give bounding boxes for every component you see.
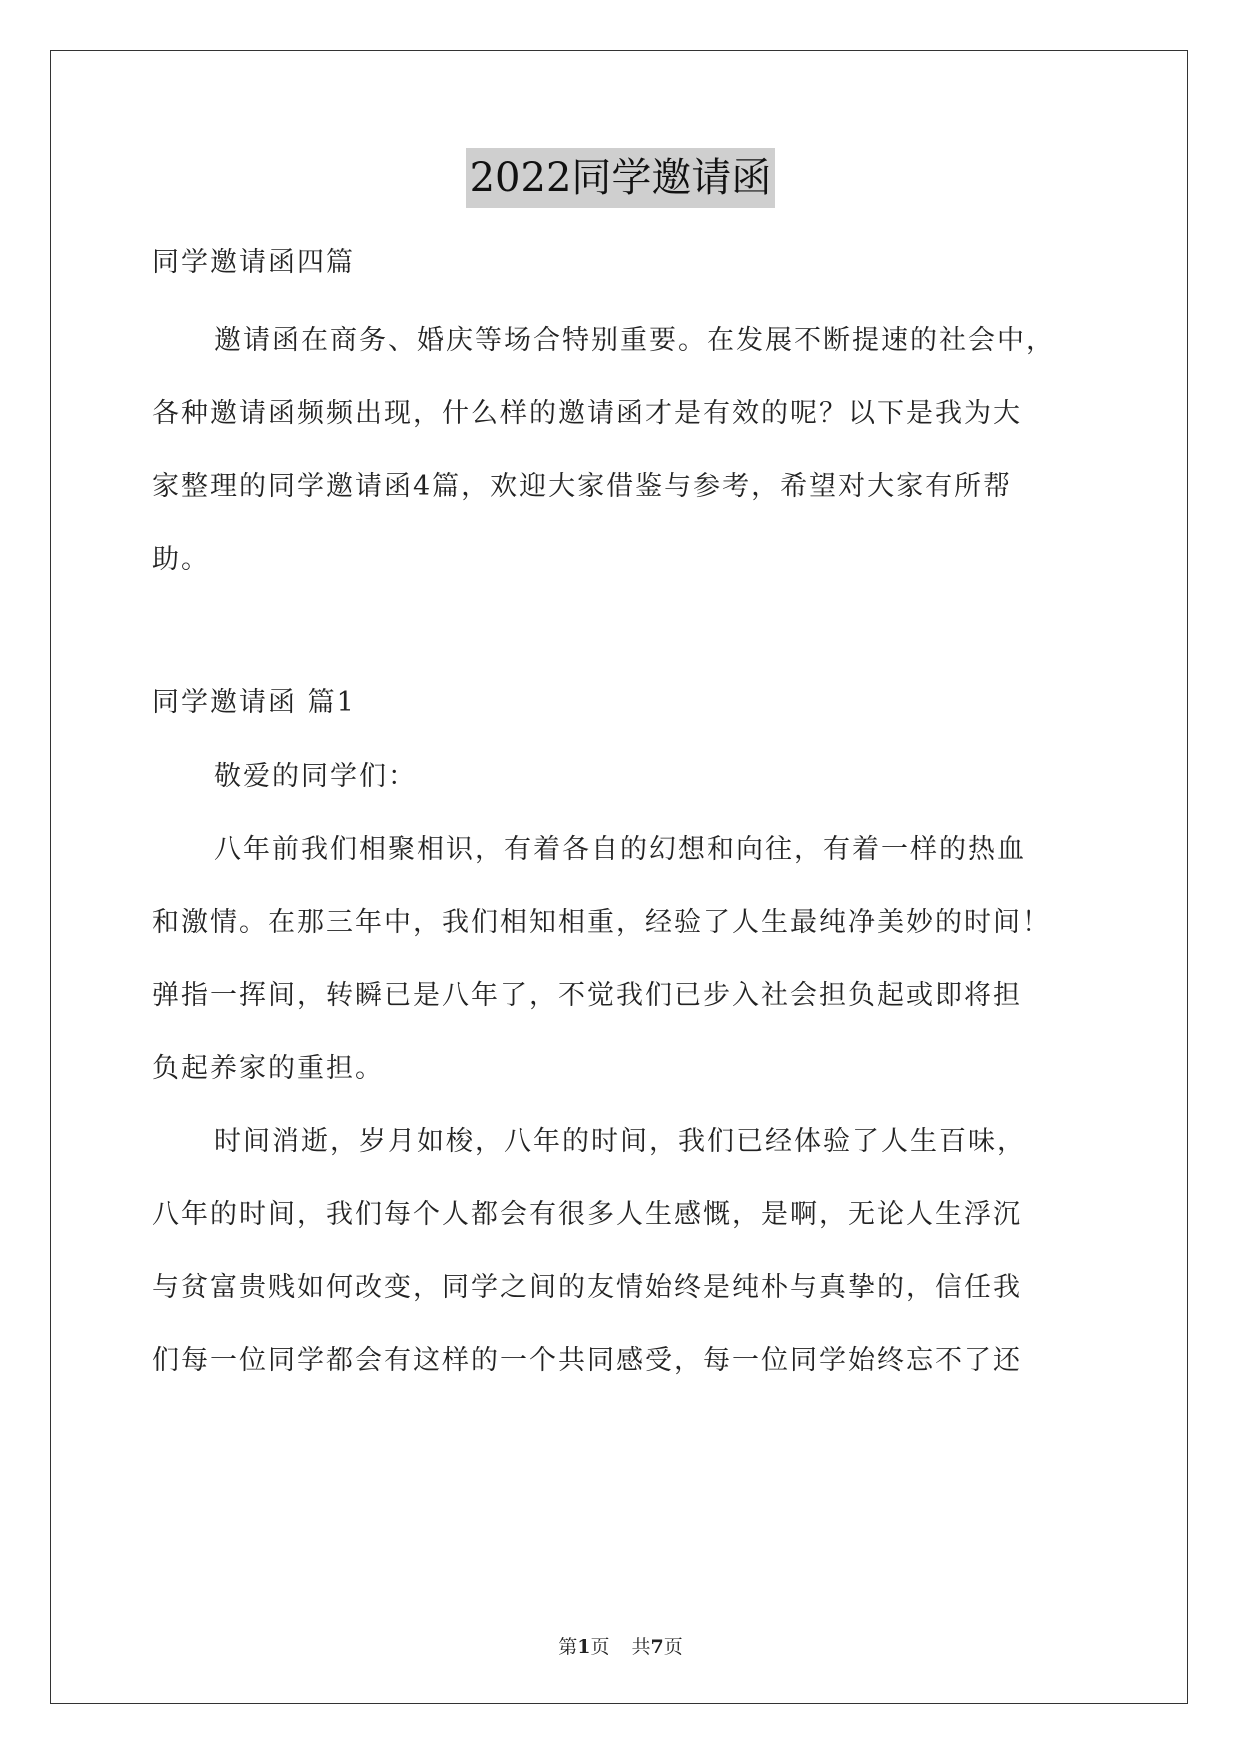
footer-total-number: 7: [650, 1636, 664, 1658]
paragraph-line: 八年前我们相聚相识，有着各自的幻想和向往，有着一样的热血: [214, 834, 1026, 865]
footer-page-prefix: 第: [558, 1636, 578, 1658]
intro-line: 家整理的同学邀请函4篇，欢迎大家借鉴与参考，希望对大家有所帮: [152, 471, 1013, 502]
intro-line: 邀请函在商务、婚庆等场合特别重要。在发展不断提速的社会中，: [214, 325, 1055, 356]
footer-page-number: 1: [577, 1636, 591, 1658]
paragraph-line: 们每一位同学都会有这样的一个共同感受，每一位同学始终忘不了还: [152, 1345, 1022, 1376]
paragraph-line: 与贫富贵贱如何改变，同学之间的友情始终是纯朴与真挚的，信任我: [152, 1272, 1022, 1303]
greeting: 敬爱的同学们：: [214, 761, 417, 792]
footer-total-prefix: 共: [631, 1636, 651, 1658]
footer-total-suffix: 页: [663, 1636, 683, 1658]
page-border: [50, 50, 1188, 1704]
paragraph-line: 八年的时间，我们每个人都会有很多人生感慨，是啊，无论人生浮沉: [152, 1199, 1022, 1230]
paragraph-line: 负起养家的重担。: [152, 1053, 384, 1084]
intro-line: 助。: [152, 544, 210, 575]
intro-line: 各种邀请函频频出现，什么样的邀请函才是有效的呢？以下是我为大: [152, 398, 1022, 429]
title-wrap: [0, 148, 1241, 208]
footer-page-suffix: 页: [590, 1636, 610, 1658]
page-footer: [0, 1632, 1241, 1659]
paragraph-line: 弹指一挥间，转瞬已是八年了，不觉我们已步入社会担负起或即将担: [152, 980, 1022, 1011]
paragraph-line: 和激情。在那三年中，我们相知相重，经验了人生最纯净美妙的时间！: [152, 907, 1051, 938]
paragraph-line: 时间消逝，岁月如梭，八年的时间，我们已经体验了人生百味，: [214, 1126, 1026, 1157]
subtitle: 同学邀请函四篇: [152, 247, 355, 278]
document-title: 2022同学邀请函: [466, 148, 776, 208]
section-heading: 同学邀请函 篇1: [152, 687, 356, 718]
